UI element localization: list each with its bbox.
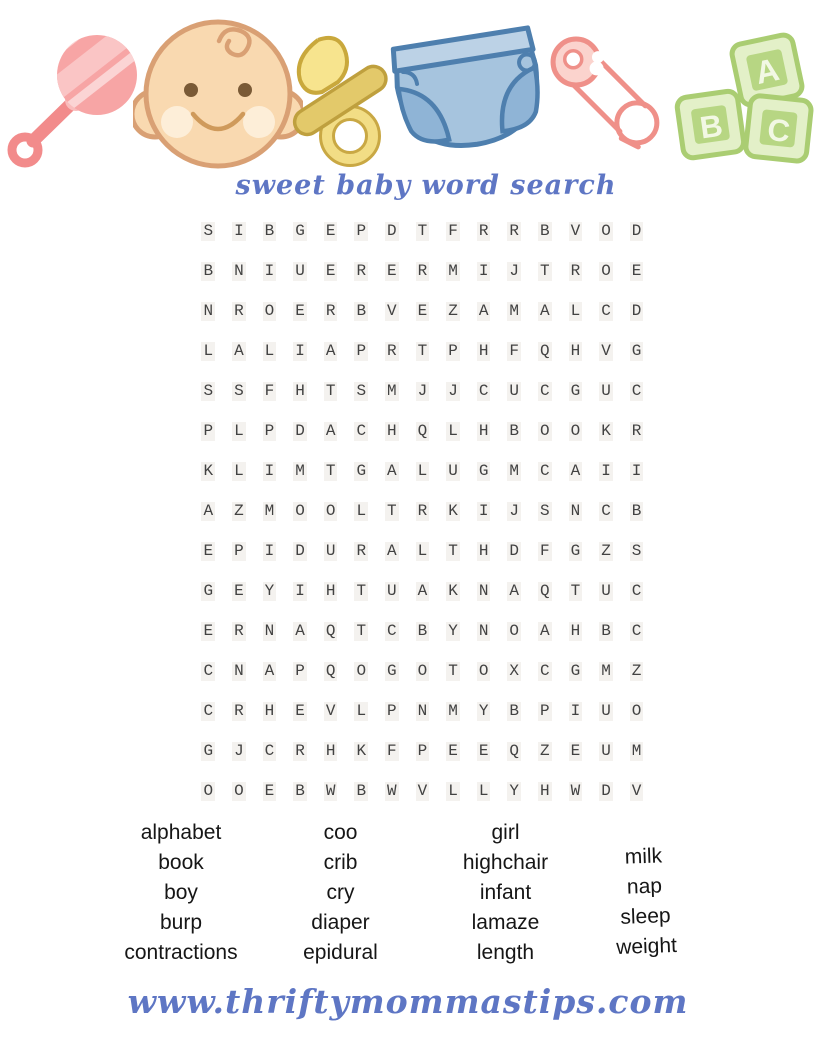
grid-cell: F: [509, 341, 520, 360]
grid-cell: E: [478, 741, 489, 760]
grid-cell: D: [601, 781, 611, 800]
grid-row: [193, 691, 652, 731]
grid-cell: J: [509, 261, 520, 280]
grid-cell: B: [203, 261, 214, 280]
grid-cell: O: [540, 421, 550, 440]
grid-cell: E: [448, 741, 458, 760]
grid-cell: O: [478, 661, 489, 680]
grid-cell: I: [478, 261, 489, 280]
word-item: sleep: [620, 904, 671, 929]
grid-cell: D: [387, 221, 397, 240]
grid-cell: R: [234, 701, 244, 720]
grid-cell: P: [203, 421, 214, 440]
grid-cell: M: [448, 261, 458, 280]
grid-cell: F: [540, 541, 550, 560]
grid-cell: L: [356, 501, 367, 520]
grid-cell: O: [203, 781, 214, 800]
grid-cell: I: [601, 461, 611, 480]
grid-cell: Z: [631, 661, 642, 680]
word-item: book: [158, 851, 204, 874]
grid-cell: I: [478, 501, 489, 520]
grid-cell: D: [631, 221, 642, 240]
grid-cell: M: [448, 701, 458, 720]
grid-cell: G: [203, 741, 214, 760]
grid-cell: O: [295, 501, 305, 520]
grid-cell: L: [264, 341, 275, 360]
grid-cell: L: [478, 781, 489, 800]
grid-cell: L: [417, 541, 428, 560]
grid-cell: N: [203, 301, 214, 320]
grid-cell: E: [387, 261, 397, 280]
grid-cell: O: [509, 621, 520, 640]
grid-cell: H: [295, 381, 305, 400]
grid-cell: H: [570, 621, 581, 640]
grid-cell: E: [234, 581, 244, 600]
grid-cell: C: [540, 461, 550, 480]
grid-cell: A: [570, 461, 581, 480]
grid-cell: P: [295, 661, 305, 680]
grid-cell: H: [478, 421, 489, 440]
grid-cell: H: [570, 341, 581, 360]
word-item: burp: [159, 911, 203, 934]
grid-cell: A: [325, 421, 336, 440]
site-url: www.thriftymommastips.com: [127, 982, 689, 1021]
grid-cell: T: [417, 341, 428, 360]
grid-cell: B: [631, 501, 642, 520]
grid-cell: E: [325, 261, 336, 280]
grid-cell: G: [295, 221, 305, 240]
grid-cell: D: [509, 541, 520, 560]
grid-cell: W: [387, 781, 397, 800]
grid-row: [193, 251, 652, 291]
grid-cell: P: [387, 701, 397, 720]
grid-cell: Q: [325, 661, 336, 680]
grid-cell: G: [570, 541, 581, 560]
grid-cell: U: [601, 741, 611, 760]
grid-cell: E: [264, 781, 275, 800]
grid-cell: I: [631, 461, 642, 480]
grid-cell: T: [356, 581, 367, 600]
grid-cell: A: [478, 301, 489, 320]
grid-cell: U: [601, 701, 611, 720]
grid-cell: Z: [234, 501, 244, 520]
grid-cell: R: [509, 221, 520, 240]
grid-cell: P: [448, 341, 458, 360]
grid-cell: S: [203, 381, 214, 400]
grid-cell: R: [356, 261, 367, 280]
grid-cell: T: [570, 581, 581, 600]
grid-cell: O: [601, 221, 611, 240]
grid-cell: D: [631, 301, 642, 320]
grid-cell: H: [478, 341, 489, 360]
grid-cell: R: [417, 501, 428, 520]
grid-cell: M: [264, 501, 275, 520]
grid-cell: C: [601, 501, 611, 520]
grid-row: [193, 451, 652, 491]
grid-cell: V: [387, 301, 397, 320]
grid-cell: I: [234, 221, 244, 240]
grid-cell: F: [264, 381, 275, 400]
grid-cell: P: [264, 421, 275, 440]
word-item: crib: [323, 851, 358, 874]
word-item: length: [476, 941, 535, 964]
word-item: alphabet: [140, 821, 222, 844]
grid-cell: G: [570, 661, 581, 680]
grid-cell: V: [325, 701, 336, 720]
grid-cell: H: [325, 741, 336, 760]
grid-cell: H: [264, 701, 275, 720]
grid-cell: B: [601, 621, 611, 640]
baby-face-icon: [133, 10, 303, 180]
grid-cell: A: [540, 621, 550, 640]
grid-cell: O: [356, 661, 367, 680]
grid-cell: R: [570, 261, 581, 280]
grid-cell: I: [264, 461, 275, 480]
grid-cell: E: [203, 541, 214, 560]
grid-cell: B: [509, 421, 520, 440]
grid-cell: O: [631, 701, 642, 720]
grid-cell: J: [234, 741, 244, 760]
grid-cell: U: [601, 381, 611, 400]
grid-cell: R: [295, 741, 305, 760]
grid-cell: R: [478, 221, 489, 240]
grid-cell: Q: [540, 341, 550, 360]
grid-row: [193, 611, 652, 651]
grid-cell: I: [570, 701, 581, 720]
word-item: weight: [615, 933, 678, 960]
grid-cell: U: [295, 261, 305, 280]
word-item: nap: [626, 874, 663, 899]
abc-blocks-icon: [666, 24, 816, 166]
grid-cell: E: [417, 301, 428, 320]
grid-cell: C: [203, 701, 214, 720]
grid-cell: D: [295, 421, 305, 440]
grid-row: [193, 411, 652, 451]
word-column: [583, 840, 707, 964]
grid-cell: S: [234, 381, 244, 400]
header-art: [0, 0, 816, 182]
grid-cell: A: [295, 621, 305, 640]
grid-cell: M: [509, 301, 520, 320]
grid-cell: H: [325, 581, 336, 600]
grid-cell: P: [234, 541, 244, 560]
grid-cell: A: [264, 661, 275, 680]
grid-cell: N: [234, 261, 244, 280]
grid-cell: T: [448, 541, 458, 560]
grid-cell: K: [448, 501, 458, 520]
grid-cell: A: [540, 301, 550, 320]
grid-row: [193, 331, 652, 371]
grid-cell: W: [570, 781, 581, 800]
grid-cell: C: [631, 621, 642, 640]
grid-cell: A: [509, 581, 520, 600]
grid-cell: V: [601, 341, 611, 360]
grid-cell: P: [540, 701, 550, 720]
grid-cell: Q: [417, 421, 428, 440]
grid-cell: G: [203, 581, 214, 600]
grid-cell: E: [631, 261, 642, 280]
block-letter-c: C: [765, 111, 792, 150]
grid-cell: H: [478, 541, 489, 560]
grid-cell: B: [540, 221, 550, 240]
grid-cell: A: [387, 541, 397, 560]
grid-cell: R: [356, 541, 367, 560]
grid-cell: G: [570, 381, 581, 400]
grid-cell: O: [264, 301, 275, 320]
grid-cell: C: [540, 661, 550, 680]
grid-row: [193, 371, 652, 411]
grid-cell: K: [356, 741, 367, 760]
grid-cell: M: [509, 461, 520, 480]
grid-row: [193, 571, 652, 611]
grid-cell: O: [417, 661, 428, 680]
grid-cell: R: [631, 421, 642, 440]
word-item: cry: [326, 881, 355, 904]
grid-cell: L: [448, 421, 458, 440]
grid-cell: L: [234, 461, 244, 480]
grid-cell: C: [387, 621, 397, 640]
word-item: coo: [323, 821, 358, 844]
grid-cell: P: [356, 341, 367, 360]
grid-cell: M: [295, 461, 305, 480]
grid-cell: T: [540, 261, 550, 280]
grid-cell: B: [356, 781, 367, 800]
grid-cell: E: [295, 701, 305, 720]
grid-cell: Z: [540, 741, 550, 760]
grid-cell: Y: [448, 621, 458, 640]
grid-cell: H: [540, 781, 550, 800]
grid-cell: G: [631, 341, 642, 360]
grid-cell: N: [478, 621, 489, 640]
grid-cell: S: [631, 541, 642, 560]
grid-cell: K: [448, 581, 458, 600]
grid-cell: C: [203, 661, 214, 680]
grid-cell: B: [264, 221, 275, 240]
grid-cell: A: [387, 461, 397, 480]
word-item: lamaze: [471, 911, 540, 934]
grid-cell: R: [234, 301, 244, 320]
grid-row: [193, 491, 652, 531]
grid-cell: H: [387, 421, 397, 440]
grid-cell: I: [295, 341, 305, 360]
grid-cell: A: [203, 501, 214, 520]
grid-cell: I: [264, 261, 275, 280]
grid-cell: K: [203, 461, 214, 480]
grid-cell: P: [356, 221, 367, 240]
grid-cell: Y: [478, 701, 489, 720]
grid-cell: R: [417, 261, 428, 280]
grid-cell: T: [325, 461, 336, 480]
grid-cell: R: [387, 341, 397, 360]
grid-cell: I: [295, 581, 305, 600]
grid-cell: Q: [540, 581, 550, 600]
grid-cell: W: [325, 781, 336, 800]
grid-cell: N: [478, 581, 489, 600]
grid-cell: J: [448, 381, 458, 400]
grid-cell: E: [295, 301, 305, 320]
grid-cell: F: [448, 221, 458, 240]
grid-cell: A: [417, 581, 428, 600]
grid-cell: Y: [264, 581, 275, 600]
page-title: sweet baby word search: [235, 170, 617, 201]
grid-cell: L: [417, 461, 428, 480]
grid-row: [193, 531, 652, 571]
grid-cell: G: [478, 461, 489, 480]
grid-cell: P: [417, 741, 428, 760]
grid-cell: L: [448, 781, 458, 800]
grid-cell: U: [448, 461, 458, 480]
grid-cell: V: [417, 781, 428, 800]
grid-row: [193, 731, 652, 771]
grid-cell: O: [234, 781, 244, 800]
grid-cell: C: [264, 741, 275, 760]
grid-cell: U: [325, 541, 336, 560]
grid-cell: O: [325, 501, 336, 520]
word-item: highchair: [462, 851, 549, 874]
grid-cell: A: [325, 341, 336, 360]
grid-cell: R: [325, 301, 336, 320]
diaper-icon: [384, 14, 552, 164]
grid-cell: O: [601, 261, 611, 280]
grid-cell: O: [570, 421, 581, 440]
grid-cell: A: [234, 341, 244, 360]
grid-cell: C: [540, 381, 550, 400]
grid-cell: C: [356, 421, 367, 440]
grid-cell: U: [601, 581, 611, 600]
grid-cell: J: [417, 381, 428, 400]
word-item: milk: [624, 844, 663, 869]
grid-cell: T: [325, 381, 336, 400]
grid-cell: V: [570, 221, 581, 240]
grid-cell: C: [478, 381, 489, 400]
grid-cell: N: [264, 621, 275, 640]
word-column: [96, 818, 266, 968]
grid-cell: D: [295, 541, 305, 560]
grid-cell: V: [631, 781, 642, 800]
grid-cell: B: [417, 621, 428, 640]
grid-cell: T: [387, 501, 397, 520]
grid-cell: L: [203, 341, 214, 360]
word-item: infant: [479, 881, 532, 904]
grid-cell: E: [203, 621, 214, 640]
grid-cell: Q: [325, 621, 336, 640]
grid-cell: Z: [601, 541, 611, 560]
word-column: [428, 818, 583, 968]
grid-cell: Z: [448, 301, 458, 320]
grid-cell: C: [631, 381, 642, 400]
grid-cell: C: [631, 581, 642, 600]
grid-cell: J: [509, 501, 520, 520]
word-item: contractions: [124, 941, 238, 964]
block-letter-b: B: [697, 107, 725, 146]
grid-cell: L: [570, 301, 581, 320]
grid-row: [193, 651, 652, 691]
grid-cell: N: [417, 701, 428, 720]
grid-cell: N: [234, 661, 244, 680]
rattle-icon: [5, 30, 145, 170]
block-letter-a: A: [752, 50, 783, 91]
grid-cell: L: [356, 701, 367, 720]
grid-cell: U: [509, 381, 520, 400]
grid-row: [193, 771, 652, 811]
grid-cell: X: [509, 661, 520, 680]
grid-cell: C: [601, 301, 611, 320]
grid-cell: T: [356, 621, 367, 640]
word-item: boy: [164, 881, 198, 904]
grid-cell: G: [387, 661, 397, 680]
grid-row: [193, 211, 652, 251]
grid-cell: R: [234, 621, 244, 640]
word-item: girl: [491, 821, 520, 844]
grid-cell: B: [295, 781, 305, 800]
grid-cell: Q: [509, 741, 520, 760]
grid-cell: B: [356, 301, 367, 320]
safety-pin-icon: [536, 22, 684, 170]
grid-row: [193, 291, 652, 331]
grid-cell: G: [356, 461, 367, 480]
word-item: diaper: [311, 911, 370, 934]
grid-cell: T: [417, 221, 428, 240]
grid-cell: S: [356, 381, 367, 400]
word-search-grid: [193, 211, 652, 811]
grid-cell: E: [325, 221, 336, 240]
grid-cell: Y: [509, 781, 520, 800]
grid-cell: S: [203, 221, 214, 240]
grid-cell: E: [570, 741, 581, 760]
word-column: [268, 818, 413, 968]
grid-cell: N: [570, 501, 581, 520]
word-item: epidural: [303, 941, 378, 964]
grid-cell: I: [264, 541, 275, 560]
grid-cell: M: [631, 741, 642, 760]
grid-cell: S: [540, 501, 550, 520]
grid-cell: U: [387, 581, 397, 600]
grid-cell: K: [601, 421, 611, 440]
grid-cell: M: [387, 381, 397, 400]
grid-cell: F: [387, 741, 397, 760]
grid-cell: M: [601, 661, 611, 680]
grid-cell: T: [448, 661, 458, 680]
grid-cell: L: [234, 421, 244, 440]
grid-cell: B: [509, 701, 520, 720]
